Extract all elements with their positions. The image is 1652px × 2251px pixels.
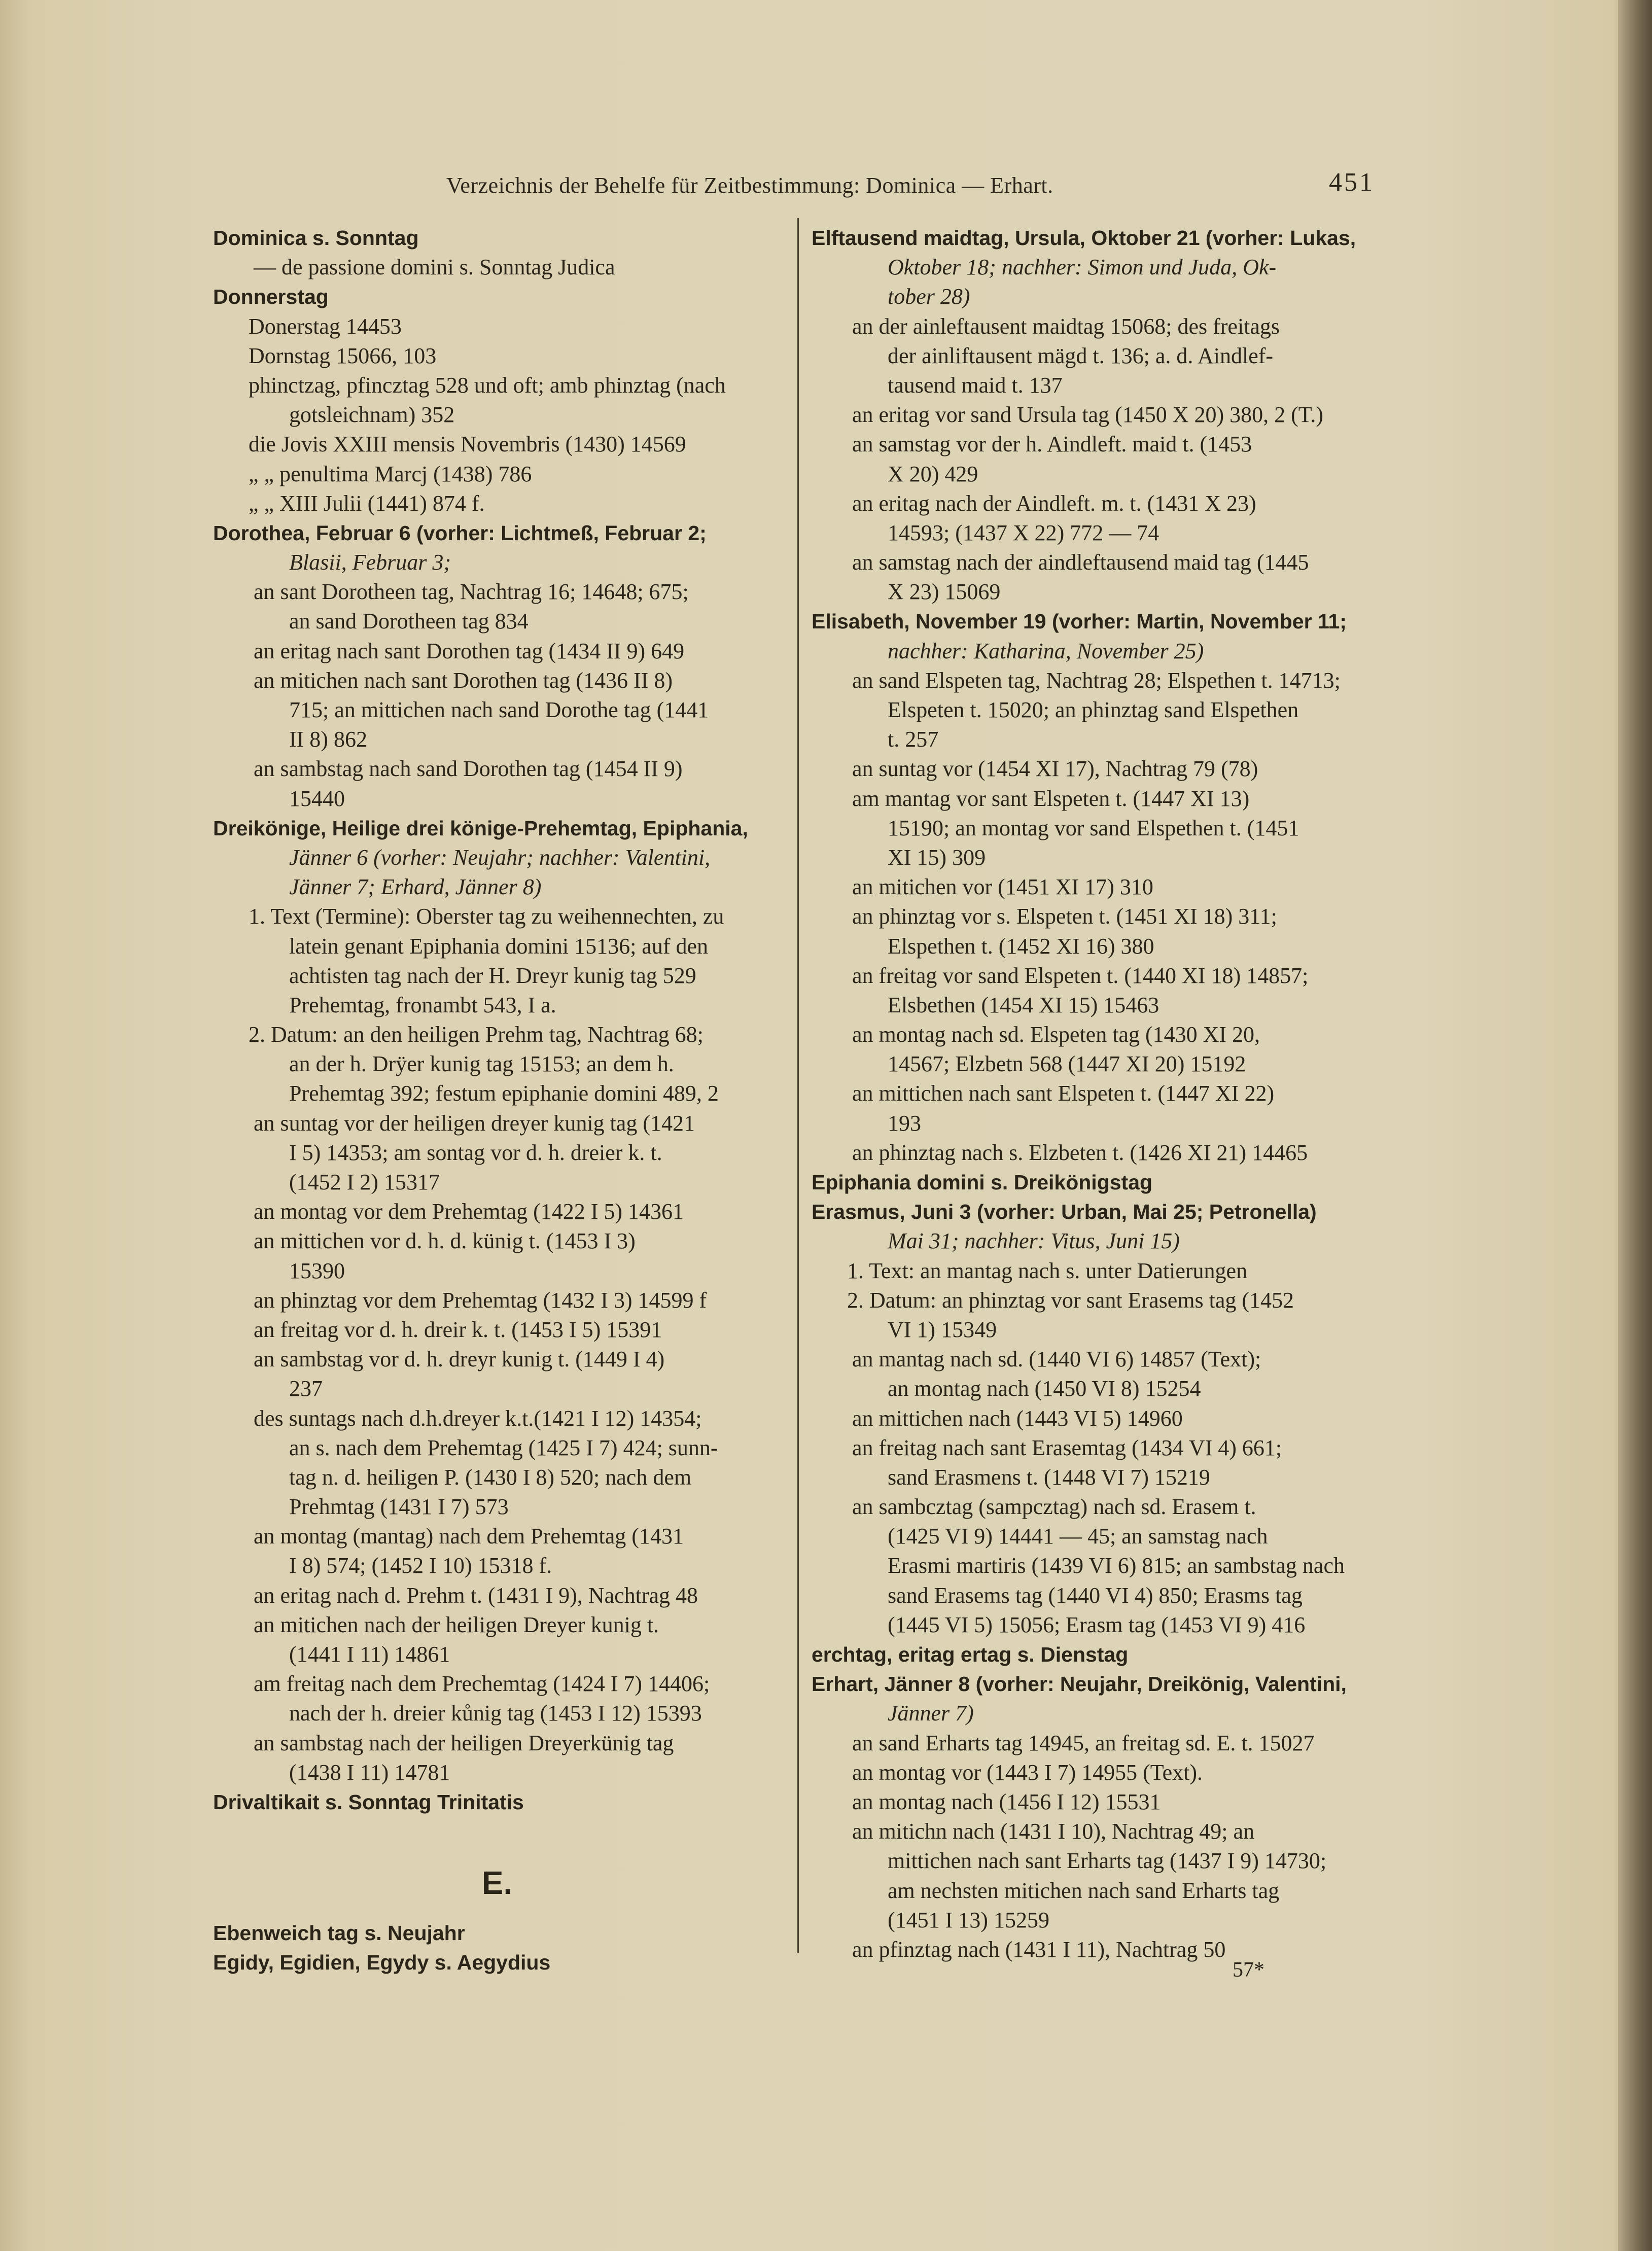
entry-line: an montag nach sd. Elspeten tag (1430 XI 20, xyxy=(852,1022,1260,1047)
entry-line: tag n. d. heiligen P. (1430 I 8) 520; nach dem xyxy=(289,1464,692,1490)
left-column xyxy=(213,223,781,1978)
entry-line: 193 xyxy=(888,1110,921,1136)
entry-line: (1441 I 11) 14861 xyxy=(289,1642,450,1667)
entry-line: gotsleichnam) 352 xyxy=(289,402,455,428)
entry-line: am nechsten mitichen nach sand Erharts tag xyxy=(888,1878,1280,1903)
entry-line: der ainliftausent mägd t. 136; a. d. Aindlef- xyxy=(888,343,1274,368)
entry-line: an mitichen nach der heiligen Dreyer kunig t. xyxy=(254,1612,659,1637)
entry-line: an eritag nach sant Dorothen tag (1434 II 9) 649 xyxy=(254,638,685,663)
entry-line: an samstag nach der aindleftausend maid tag (1445 xyxy=(852,550,1309,575)
entry-heading: Ebenweich tag s. Neujahr xyxy=(213,1921,465,1945)
section-letter: E. xyxy=(481,1865,513,1902)
entry-line: an samstag vor der h. Aindleft. maid t. (1453 xyxy=(852,432,1252,457)
entry-line: (1451 I 13) 15259 xyxy=(888,1907,1049,1932)
entry-line: an sambstag vor d. h. dreyr kunig t. (1449 I 4) xyxy=(254,1347,665,1372)
entry-line: „ „ XIII Julii (1441) 874 f. xyxy=(249,490,485,516)
entry-heading: Erhart, Jänner 8 (vorher: Neujahr, Dreikönig, Valentini, xyxy=(812,1672,1347,1696)
entry-line: tober 28) xyxy=(888,284,970,309)
entry-line: sand Erasmens t. (1448 VI 7) 15219 xyxy=(888,1464,1210,1490)
entry-line: VI 1) 15349 xyxy=(888,1317,997,1342)
entry-line: an sant Dorotheen tag, Nachtrag 16; 14648; 675; xyxy=(254,579,689,605)
entry-line: an montag nach (1456 I 12) 15531 xyxy=(852,1789,1161,1814)
running-header: Verzeichnis der Behelfe für Zeitbestimmung: Dominica — Erhart. xyxy=(446,173,1053,198)
entry-line: achtisten tag nach der H. Dreyr kunig tag 529 xyxy=(289,963,696,988)
entry-line: nachher: Katharina, November 25) xyxy=(888,638,1204,663)
entry-line: an phinztag nach s. Elzbeten t. (1426 XI 21) 14465 xyxy=(852,1140,1308,1165)
entry-line: an phinztag vor s. Elspeten t. (1451 XI 18) 311; xyxy=(852,904,1277,929)
entry-line: an sambstag nach der heiligen Dreyerkünig tag xyxy=(254,1730,674,1755)
entry-line: an sambstag nach sand Dorothen tag (1454 II 9) xyxy=(254,756,683,782)
entry-line: Jänner 7; Erhard, Jänner 8) xyxy=(289,874,542,900)
entry-line: „ „ penultima Marcj (1438) 786 xyxy=(249,461,532,486)
entry-heading: erchtag, eritag ertag s. Dienstag xyxy=(812,1643,1129,1666)
entry-line: an sambcztag (sampcztag) nach sd. Erasem t. xyxy=(852,1494,1256,1520)
entry-line: des suntags nach d.h.dreyer k.t.(1421 I 12) 14354; xyxy=(254,1405,702,1431)
entry-line: I 8) 574; (1452 I 10) 15318 f. xyxy=(289,1553,552,1578)
entry-heading: Dorothea, Februar 6 (vorher: Lichtmeß, Februar 2; xyxy=(213,521,707,545)
entry-line: X 20) 429 xyxy=(888,461,978,486)
entry-line: an mitichen nach sant Dorothen tag (1436 II 8) xyxy=(254,667,673,693)
entry-line: an eritag vor sand Ursula tag (1450 X 20) 380, 2 (T.) xyxy=(852,402,1324,428)
entry-line: am freitag nach dem Prechemtag (1424 I 7) 14406; xyxy=(254,1671,710,1697)
entry-line: an freitag vor d. h. dreir k. t. (1453 I 5) 15391 xyxy=(254,1317,662,1342)
entry-line: Elsbethen (1454 XI 15) 15463 xyxy=(888,992,1159,1017)
entry-line: 2. Datum: an den heiligen Prehm tag, Nachtrag 68; xyxy=(249,1022,704,1047)
entry-line: 1. Text (Termine): Oberster tag zu weihennechten, zu xyxy=(249,904,724,929)
entry-line: tausend maid t. 137 xyxy=(888,372,1063,398)
entry-line: (1445 VI 5) 15056; Erasm tag (1453 VI 9) 416 xyxy=(888,1612,1306,1637)
entry-heading: Dominica s. Sonntag xyxy=(213,226,419,250)
entry-line: an sand Elspeten tag, Nachtrag 28; Elspethen t. 14713; xyxy=(852,667,1341,693)
entry-line: Prehemtag, fronambt 543, I a. xyxy=(289,992,556,1017)
entry-line: mittichen nach sant Erharts tag (1437 I 9) 14730; xyxy=(888,1848,1327,1874)
entry-line: an der h. Drÿer kunig tag 15153; an dem h. xyxy=(289,1051,674,1077)
entry-line: (1452 I 2) 15317 xyxy=(289,1170,440,1194)
entry-line: an suntag vor der heiligen dreyer kunig tag (1421 xyxy=(254,1110,695,1136)
entry-line: 15440 xyxy=(289,786,345,811)
entry-line: X 23) 15069 xyxy=(888,579,1001,605)
entry-heading: Egidy, Egidien, Egydy s. Aegydius xyxy=(213,1951,551,1975)
page-fold-shadow xyxy=(1618,0,1652,2251)
entry-line: 15190; an montag vor sand Elspethen t. (1451 xyxy=(888,815,1299,840)
entry-line: phinctzag, pfincztag 528 und oft; amb phinztag (nach xyxy=(249,372,726,398)
entry-line: II 8) 862 xyxy=(289,727,367,752)
entry-heading: Drivaltikait s. Sonntag Trinitatis xyxy=(213,1790,524,1814)
entry-line: an mittichen nach sant Elspeten t. (1447 XI 22) xyxy=(852,1081,1275,1106)
entry-line: Jänner 6 (vorher: Neujahr; nachher: Valentini, xyxy=(289,845,711,870)
entry-line: 1. Text: an mantag nach s. unter Datierungen xyxy=(847,1258,1248,1283)
entry-line: Prehmtag (1431 I 7) 573 xyxy=(289,1494,509,1520)
entry-line: am mantag vor sant Elspeten t. (1447 XI 13) xyxy=(852,786,1250,811)
entry-heading: Epiphania domini s. Dreikönigstag xyxy=(812,1171,1153,1194)
entry-line: 15390 xyxy=(289,1258,345,1283)
entry-line: I 5) 14353; am sontag vor d. h. dreier k. t. xyxy=(289,1140,662,1165)
entry-line: t. 257 xyxy=(888,727,939,752)
entry-line: (1438 I 11) 14781 xyxy=(289,1760,450,1785)
entry-heading: Dreikönige, Heilige drei könige-Prehemtag, Epiphania, xyxy=(213,816,748,840)
right-column xyxy=(812,223,1380,1964)
entry-line: Blasii, Februar 3; xyxy=(289,550,451,575)
entry-line: an mittichen nach (1443 VI 5) 14960 xyxy=(852,1405,1183,1431)
entry-line: an phinztag vor dem Prehemtag (1432 I 3) 14599 f xyxy=(254,1287,707,1313)
entry-line: an sand Dorotheen tag 834 xyxy=(289,609,529,634)
entry-heading: Donnerstag xyxy=(213,285,329,309)
entry-line: an mantag nach sd. (1440 VI 6) 14857 (Text); xyxy=(852,1347,1261,1372)
entry-line: an eritag nach der Aindleft. m. t. (1431 X 23) xyxy=(852,490,1256,516)
entry-line: an eritag nach d. Prehm t. (1431 I 9), Nachtrag 48 xyxy=(254,1582,698,1608)
entry-line: — de passione domini s. Sonntag Judica xyxy=(254,255,615,280)
entry-line: an pfinztag nach (1431 I 11), Nachtrag 50 xyxy=(852,1937,1226,1962)
signature-mark: 57* xyxy=(1233,1958,1264,1982)
entry-line: sand Erasems tag (1440 VI 4) 850; Erasms tag xyxy=(888,1582,1303,1608)
page-number: 451 xyxy=(1329,168,1375,197)
entry-line: XI 15) 309 xyxy=(888,845,986,870)
column-divider xyxy=(797,218,799,1953)
entry-line: an montag vor dem Prehemtag (1422 I 5) 14361 xyxy=(254,1199,684,1224)
entry-line: an freitag vor sand Elspeten t. (1440 XI 18) 14857; xyxy=(852,963,1309,988)
entry-line: an s. nach dem Prehemtag (1425 I 7) 424; sunn- xyxy=(289,1435,718,1460)
entry-line: latein genant Epiphania domini 15136; auf den xyxy=(289,933,709,959)
entry-line: an mittichen vor d. h. d. künig t. (1453 I 3) xyxy=(254,1228,636,1254)
entry-line: 14593; (1437 X 22) 772 — 74 xyxy=(888,520,1159,545)
entry-line: Elspethen t. (1452 XI 16) 380 xyxy=(888,933,1154,959)
entry-line: Elspeten t. 15020; an phinztag sand Elspethen xyxy=(888,697,1299,722)
entry-line: Dornstag 15066, 103 xyxy=(249,343,437,368)
entry-line: an montag (mantag) nach dem Prehemtag (1431 xyxy=(254,1524,684,1549)
entry-line: an der ainleftausent maidtag 15068; des freitags xyxy=(852,313,1280,339)
entry-line: Oktober 18; nachher: Simon und Juda, Ok- xyxy=(888,255,1277,280)
entry-line: Jänner 7) xyxy=(888,1701,974,1726)
entry-line: an freitag nach sant Erasemtag (1434 VI 4) 661; xyxy=(852,1435,1282,1460)
entry-line: Donerstag 14453 xyxy=(249,313,402,339)
entry-line: 2. Datum: an phinztag vor sant Erasems tag (1452 xyxy=(847,1287,1294,1313)
entry-line: Prehemtag 392; festum epiphanie domini 489, 2 xyxy=(289,1081,719,1106)
entry-line: nach der h. dreier kůnig tag (1453 I 12) 15393 xyxy=(289,1701,702,1726)
entry-line: die Jovis XXIII mensis Novembris (1430) 14569 xyxy=(249,432,686,457)
entry-line: an sand Erharts tag 14945, an freitag sd. E. t. 15027 xyxy=(852,1730,1315,1755)
entry-heading: Elftausend maidtag, Ursula, Oktober 21 (vorher: Lukas, xyxy=(812,226,1356,250)
entry-line: an mitichn nach (1431 I 10), Nachtrag 49; an xyxy=(852,1819,1254,1844)
entry-line: an mitichen vor (1451 XI 17) 310 xyxy=(852,874,1153,900)
entry-line: an suntag vor (1454 XI 17), Nachtrag 79 (78) xyxy=(852,756,1258,782)
entry-line: an montag vor (1443 I 7) 14955 (Text). xyxy=(852,1760,1203,1785)
entry-line: an montag nach (1450 VI 8) 15254 xyxy=(888,1376,1201,1401)
entry-line: (1425 VI 9) 14441 — 45; an samstag nach xyxy=(888,1524,1268,1549)
entry-line: 715; an mittichen nach sand Dorothe tag (1441 xyxy=(289,697,709,722)
entry-heading: Erasmus, Juni 3 (vorher: Urban, Mai 25; Petronella) xyxy=(812,1200,1317,1224)
entry-line: 237 xyxy=(289,1376,323,1401)
entry-heading: Elisabeth, November 19 (vorher: Martin, November 11; xyxy=(812,610,1347,634)
entry-line: Mai 31; nachher: Vitus, Juni 15) xyxy=(888,1228,1180,1254)
entry-line: Erasmi martiris (1439 VI 6) 815; an sambstag nach xyxy=(888,1553,1345,1578)
entry-line: 14567; Elzbetn 568 (1447 XI 20) 15192 xyxy=(888,1051,1246,1077)
